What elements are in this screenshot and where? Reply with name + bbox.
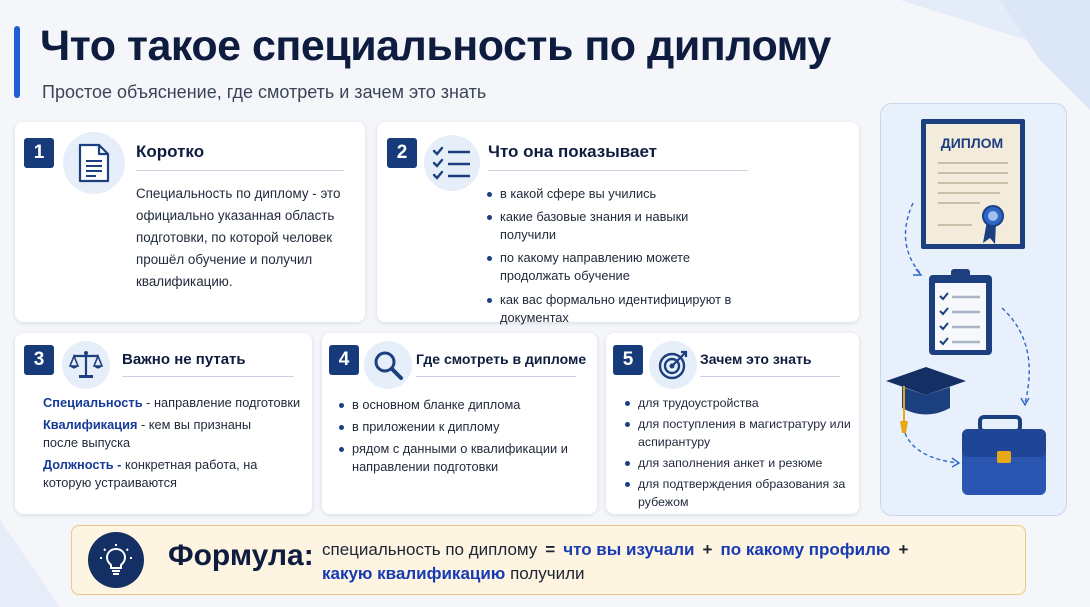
list-item: рядом с данными о квалификации и направлении подготовки <box>336 440 576 476</box>
card-number: 2 <box>387 138 417 168</box>
list-item: для трудоустройства <box>622 394 854 412</box>
list-item: для заполнения анкет и резюме <box>622 454 854 472</box>
list-item: какие базовые знания и навыки получили <box>484 208 744 244</box>
card-title: Зачем это знать <box>700 351 812 367</box>
card-number: 4 <box>329 345 359 375</box>
card-title: Коротко <box>136 142 205 161</box>
page-subtitle: Простое объяснение, где смотреть и зачем это знать <box>42 82 487 102</box>
plus-sign: + <box>702 540 713 559</box>
card-why-know <box>606 333 859 514</box>
formula-lhs: специальность по диплому <box>322 540 538 559</box>
formula-part: что вы изучали <box>563 540 695 559</box>
definition-row: Квалификация - кем вы признаны после выпуска <box>43 417 252 450</box>
title-accent-bar <box>14 26 20 98</box>
card-title: Важно не путать <box>122 351 246 368</box>
list-item: для поступления в магистратуру или аспирантуру <box>622 415 854 451</box>
divider <box>416 376 576 377</box>
card-number: 5 <box>613 345 643 375</box>
page-title: Что такое специальность по диплому <box>40 22 831 70</box>
card-number: 1 <box>24 138 54 168</box>
card-dont-confuse <box>15 333 312 514</box>
plus-sign: + <box>898 540 909 559</box>
term-definitions <box>43 394 303 496</box>
divider <box>122 376 294 377</box>
term: Специальность <box>43 395 143 410</box>
list-item: как вас формально идентифицируют в документах <box>484 291 744 327</box>
briefcase-icon <box>962 417 1046 495</box>
card-list <box>622 394 854 511</box>
formula-part: по какому профилю <box>720 540 891 559</box>
divider <box>136 170 344 171</box>
divider <box>488 170 748 171</box>
card-what-it-shows <box>377 122 859 325</box>
checklist-icon <box>424 135 480 191</box>
card-body: Специальность по диплому - это официально указанная область подготовки, по которой человек прошёл обучение и получил квалификацию. <box>136 186 341 289</box>
clipboard-icon <box>929 269 992 355</box>
term: Должность <box>43 457 114 472</box>
formula-label: Формула: <box>168 539 314 572</box>
list-item: по какому направлению можете продолжать обучение <box>484 249 744 285</box>
term: Квалификация <box>43 417 138 432</box>
diploma-label: ДИПЛОМ <box>940 135 1004 151</box>
card-title: Что она показывает <box>488 142 658 161</box>
magnifier-icon <box>364 341 412 389</box>
formula-part: какую квалификацию <box>322 564 506 583</box>
lightbulb-icon <box>88 532 144 588</box>
divider <box>700 376 840 377</box>
card-title: Где смотреть в дипломе <box>416 351 587 367</box>
card-where-to-look <box>322 333 597 514</box>
graduation-cap-icon <box>886 367 966 433</box>
list-item: в основном бланке диплома <box>336 396 576 414</box>
card-number: 3 <box>24 345 54 375</box>
equals-sign: = <box>545 540 556 559</box>
definition-row: Должность - конкретная работа, на которую устраиваются <box>43 457 258 490</box>
card-list <box>336 396 576 476</box>
list-item: для подтверждения образования за рубежом <box>622 475 854 511</box>
card-list <box>484 185 744 327</box>
document-icon <box>63 132 125 194</box>
target-icon <box>649 341 697 389</box>
formula-text <box>322 538 1012 586</box>
definition-row: Специальность - направление подготовки <box>43 395 301 410</box>
list-item: в какой сфере вы учились <box>484 185 744 203</box>
card-short <box>15 122 365 322</box>
illustration <box>880 103 1067 516</box>
formula-tail: получили <box>510 564 585 583</box>
list-item: в приложении к диплому <box>336 418 576 436</box>
scales-icon <box>62 341 110 389</box>
